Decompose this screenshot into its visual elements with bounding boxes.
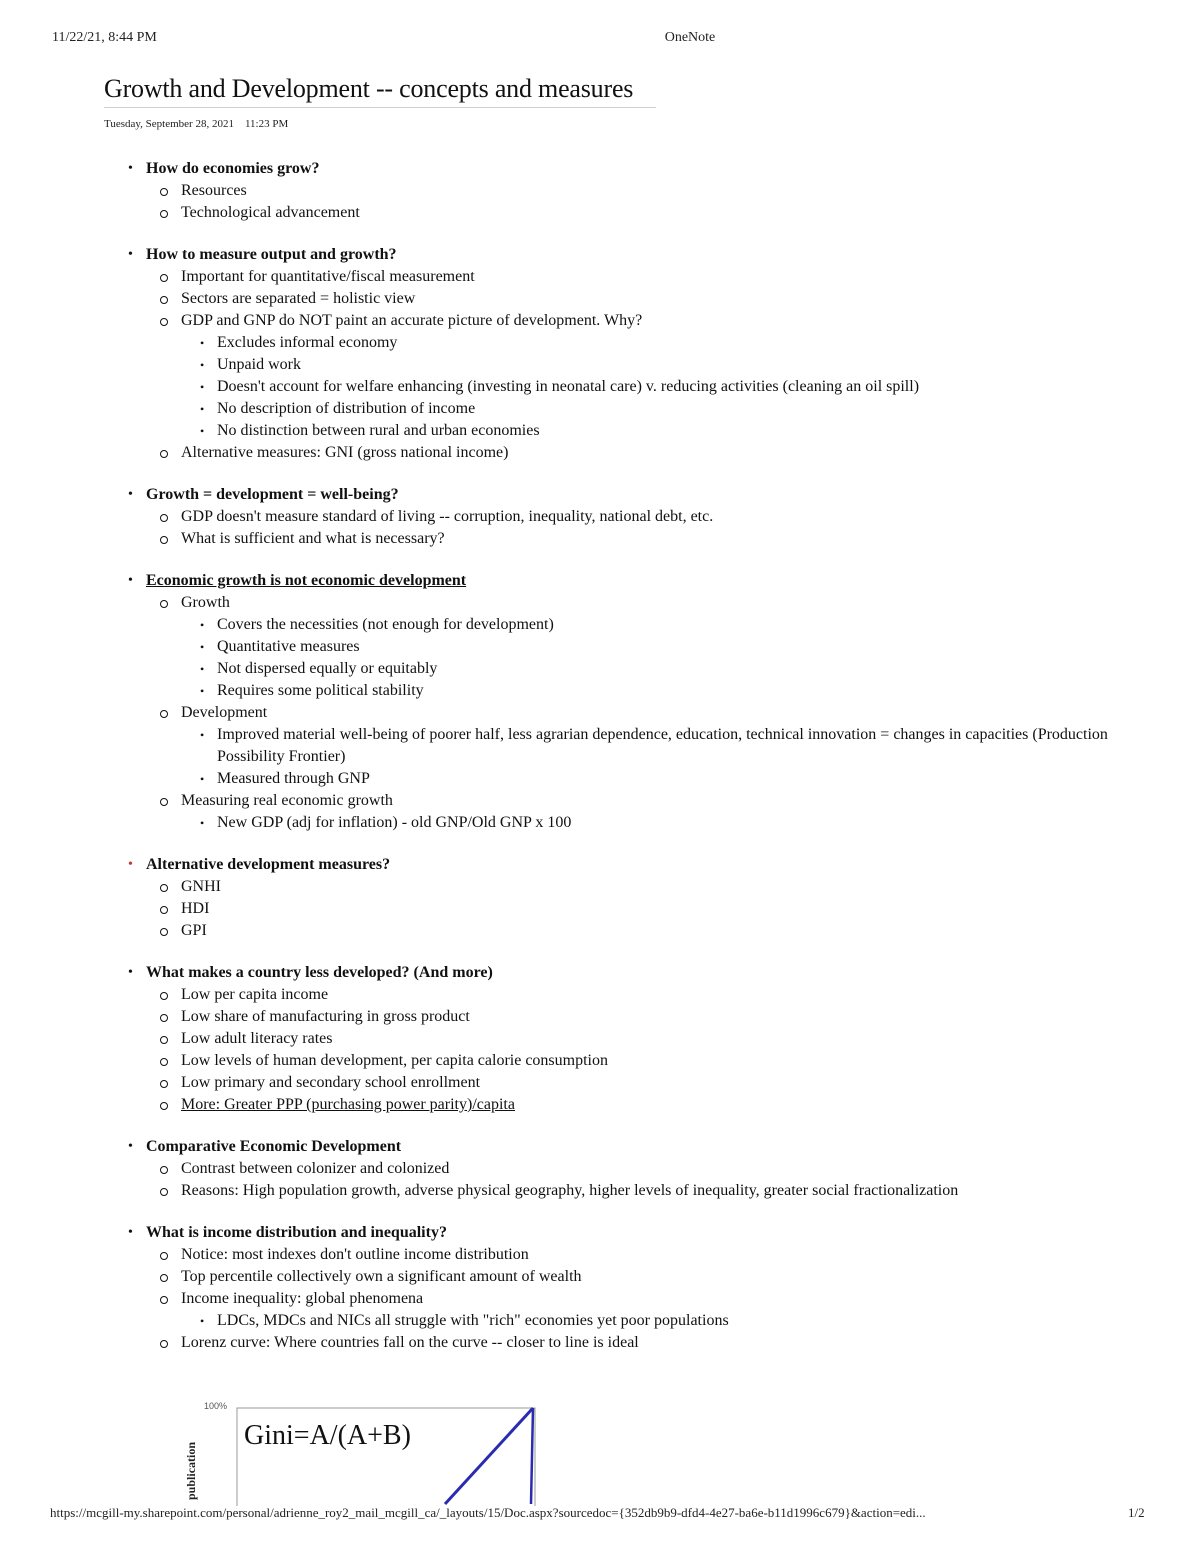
footer-page-number: 1/2: [1128, 1505, 1145, 1520]
list-item: [128, 898, 1108, 920]
list-item-text: Top percentile collectively own a significant amount of wealth: [181, 1268, 582, 1285]
list-item: [128, 1332, 1108, 1354]
list-item-text: Low levels of human development, per capita calorie consumption: [181, 1052, 608, 1069]
list-item-text: What is sufficient and what is necessary?: [181, 530, 445, 547]
circle-bullet-icon: [160, 1058, 168, 1066]
sub-list-item: [128, 658, 1108, 680]
list-item: [128, 506, 1108, 528]
list-item-text: Important for quantitative/fiscal measurement: [181, 268, 475, 285]
sub-list-item-text: Requires some political stability: [217, 682, 424, 699]
bullet-icon: •: [128, 857, 133, 872]
bullet-icon: •: [200, 424, 205, 438]
list-item-text: GNHI: [181, 878, 221, 895]
circle-bullet-icon: [160, 906, 168, 914]
list-item: [128, 202, 1108, 224]
list-item-text: Low adult literacy rates: [181, 1030, 333, 1047]
bullet-icon: •: [200, 336, 205, 350]
sub-list-item-text: Not dispersed equally or equitably: [217, 660, 438, 677]
bullet-icon: •: [128, 1139, 133, 1154]
note-outline: [128, 158, 1108, 1374]
sub-list-item-text: No distinction between rural and urban economies: [217, 422, 540, 439]
outline-section: [128, 570, 1108, 834]
bullet-icon: •: [200, 402, 205, 416]
equality-line: [445, 1408, 533, 1504]
list-item-text: Technological advancement: [181, 204, 360, 221]
section-heading: [128, 962, 1108, 984]
bullet-icon: •: [200, 684, 205, 698]
sub-list-item: [128, 420, 1108, 442]
sub-list-item: [128, 724, 1108, 768]
outline-section: [128, 962, 1108, 1116]
list-item-text: GDP doesn't measure standard of living -- corruption, inequality, national debt, etc.: [181, 508, 714, 525]
circle-bullet-icon: [160, 1102, 168, 1110]
circle-bullet-icon: [160, 1296, 168, 1304]
section-heading: [128, 570, 1108, 592]
sub-list-item-text: Covers the necessities (not enough for development): [217, 616, 554, 633]
circle-bullet-icon: [160, 884, 168, 892]
bullet-icon: •: [200, 358, 205, 372]
list-item-text: Low share of manufacturing in gross product: [181, 1008, 470, 1025]
list-item: [128, 442, 1108, 464]
circle-bullet-icon: [160, 188, 168, 196]
sub-list-item-text: No description of distribution of income: [217, 400, 476, 417]
sub-list-item: [128, 376, 1108, 398]
sub-list-item-text: Measured through GNP: [217, 770, 370, 787]
bullet-icon: •: [128, 247, 133, 262]
section-heading-text: Comparative Economic Development: [146, 1138, 402, 1155]
outline-section: [128, 1222, 1108, 1354]
list-item: [128, 984, 1108, 1006]
bullet-icon: •: [200, 1314, 205, 1328]
list-item: [128, 1180, 1108, 1202]
sub-list-item: [128, 812, 1108, 834]
list-item: [128, 180, 1108, 202]
circle-bullet-icon: [160, 1274, 168, 1282]
circle-bullet-icon: [160, 450, 168, 458]
section-heading-text: How do economies grow?: [146, 160, 320, 177]
footer-url: https://mcgill-my.sharepoint.com/personal/adrienne_roy2_mail_mcgill_ca/_layouts/15/Doc.aspx?sourcedoc={352db9b9-dfd4-4e27-ba6e-b11d1996c679}&action=edi...: [50, 1505, 926, 1520]
outline-section: [128, 158, 1108, 224]
bullet-icon: •: [200, 380, 205, 394]
section-heading: [128, 854, 1108, 876]
sub-list-item: [128, 636, 1108, 658]
circle-bullet-icon: [160, 1080, 168, 1088]
circle-bullet-icon: [160, 1166, 168, 1174]
list-item-text: Notice: most indexes don't outline income distribution: [181, 1246, 529, 1263]
circle-bullet-icon: [160, 536, 168, 544]
axis-side-label: publication: [184, 1441, 198, 1500]
list-item-text: Income inequality: global phenomena: [181, 1290, 424, 1307]
page-timestamp: [104, 118, 288, 130]
circle-bullet-icon: [160, 1340, 168, 1348]
sub-list-item-text: Doesn't account for welfare enhancing (investing in neonatal care) v. reducing activities (cleaning an oil spill): [217, 378, 920, 395]
list-item-text: Alternative measures: GNI (gross national income): [181, 444, 509, 461]
lorenz-curve-graphic: [180, 1396, 560, 1506]
bullet-icon: •: [200, 662, 205, 676]
list-item-text: Low primary and secondary school enrollment: [181, 1074, 481, 1091]
sub-list-item-text: Excludes informal economy: [217, 334, 398, 351]
list-item-text: HDI: [181, 900, 210, 917]
list-item: [128, 310, 1108, 332]
list-item: [128, 876, 1108, 898]
circle-bullet-icon: [160, 600, 168, 608]
list-item-text: GDP and GNP do NOT paint an accurate picture of development. Why?: [181, 312, 643, 329]
outline-section: [128, 854, 1108, 942]
list-item-text: More: Greater PPP (purchasing power parity)/capita: [181, 1096, 515, 1113]
list-item: [128, 1028, 1108, 1050]
section-heading-text: Economic growth is not economic development: [146, 572, 467, 589]
sub-list-item-text: Improved material well-being of poorer half, less agrarian dependence, education, technical innovation = changes in capacities (Production Possibility Frontier): [217, 726, 1108, 765]
circle-bullet-icon: [160, 1014, 168, 1022]
bullet-icon: •: [200, 772, 205, 786]
sub-list-item: [128, 398, 1108, 420]
section-heading-text: Growth = development = well-being?: [146, 486, 399, 503]
bullet-icon: •: [128, 573, 133, 588]
section-heading: [128, 244, 1108, 266]
page-time: 11:23 PM: [244, 118, 289, 130]
bullet-icon: •: [200, 618, 205, 632]
list-item: [128, 592, 1108, 614]
outline-section: [128, 244, 1108, 464]
circle-bullet-icon: [160, 318, 168, 326]
sub-list-item: [128, 332, 1108, 354]
gini-formula: Gini=A/(A+B): [244, 1420, 411, 1451]
circle-bullet-icon: [160, 1036, 168, 1044]
bullet-icon: •: [200, 816, 205, 830]
list-item-text: Low per capita income: [181, 986, 329, 1003]
circle-bullet-icon: [160, 1188, 168, 1196]
bullet-icon: •: [200, 640, 205, 654]
list-item: [128, 702, 1108, 724]
list-item: [128, 288, 1108, 310]
list-item: [128, 528, 1108, 550]
circle-bullet-icon: [160, 296, 168, 304]
sub-list-item-text: New GDP (adj for inflation) - old GNP/Old GNP x 100: [217, 814, 572, 831]
sub-list-item-text: Quantitative measures: [217, 638, 360, 655]
section-heading: [128, 158, 1108, 180]
section-heading-text: What is income distribution and inequality?: [146, 1224, 447, 1241]
list-item: [128, 1244, 1108, 1266]
circle-bullet-icon: [160, 928, 168, 936]
list-item-text: Resources: [181, 182, 247, 199]
list-item: [128, 790, 1108, 812]
list-item: [128, 266, 1108, 288]
list-item: [128, 1072, 1108, 1094]
section-heading: [128, 484, 1108, 506]
circle-bullet-icon: [160, 710, 168, 718]
outline-section: [128, 1136, 1108, 1202]
list-item-text: Growth: [181, 594, 230, 611]
bullet-icon: •: [128, 965, 133, 980]
bullet-icon: •: [200, 728, 205, 742]
print-datetime: 11/22/21, 8:44 PM: [52, 30, 157, 45]
list-item-text: Lorenz curve: Where countries fall on the curve -- closer to line is ideal: [181, 1334, 639, 1351]
list-item: [128, 1050, 1108, 1072]
sub-list-item: [128, 1310, 1108, 1332]
sub-list-item: [128, 354, 1108, 376]
list-item-text: Sectors are separated = holistic view: [181, 290, 416, 307]
section-heading-text: What makes a country less developed? (And more): [146, 964, 493, 981]
list-item-text: Measuring real economic growth: [181, 792, 393, 809]
circle-bullet-icon: [160, 1252, 168, 1260]
axis-top-label: 100%: [204, 1401, 228, 1411]
circle-bullet-icon: [160, 514, 168, 522]
list-item-text: Development: [181, 704, 268, 721]
sub-list-item: [128, 680, 1108, 702]
section-heading-text: How to measure output and growth?: [146, 246, 397, 263]
sub-list-item-text: LDCs, MDCs and NICs all struggle with "rich" economies yet poor populations: [217, 1312, 729, 1329]
sub-list-item: [128, 614, 1108, 636]
list-item: [128, 1094, 1108, 1116]
list-item-text: Contrast between colonizer and colonized: [181, 1160, 450, 1177]
circle-bullet-icon: [160, 210, 168, 218]
list-item: [128, 1006, 1108, 1028]
sub-list-item-text: Unpaid work: [217, 356, 301, 373]
outline-section: [128, 484, 1108, 550]
lorenz-curve-line: [531, 1408, 533, 1504]
list-item: [128, 920, 1108, 942]
bullet-icon: •: [128, 487, 133, 502]
circle-bullet-icon: [160, 798, 168, 806]
list-item: [128, 1266, 1108, 1288]
list-item: [128, 1288, 1108, 1310]
section-heading: [128, 1136, 1108, 1158]
list-item: [128, 1158, 1108, 1180]
page-date: Tuesday, September 28, 2021: [104, 118, 234, 130]
sub-list-item: [128, 768, 1108, 790]
list-item-text: GPI: [181, 922, 207, 939]
circle-bullet-icon: [160, 992, 168, 1000]
print-app-name: OneNote: [664, 30, 716, 45]
section-heading: [128, 1222, 1108, 1244]
bullet-icon: •: [128, 161, 133, 176]
circle-bullet-icon: [160, 274, 168, 282]
bullet-icon: •: [128, 1225, 133, 1240]
lorenz-curve-figure: [180, 1396, 560, 1506]
list-item-text: Reasons: High population growth, adverse physical geography, higher levels of inequality, greater social fractionalization: [181, 1182, 959, 1199]
section-heading-text: Alternative development measures?: [146, 856, 391, 873]
page-title: Growth and Development -- concepts and measures: [104, 74, 656, 108]
